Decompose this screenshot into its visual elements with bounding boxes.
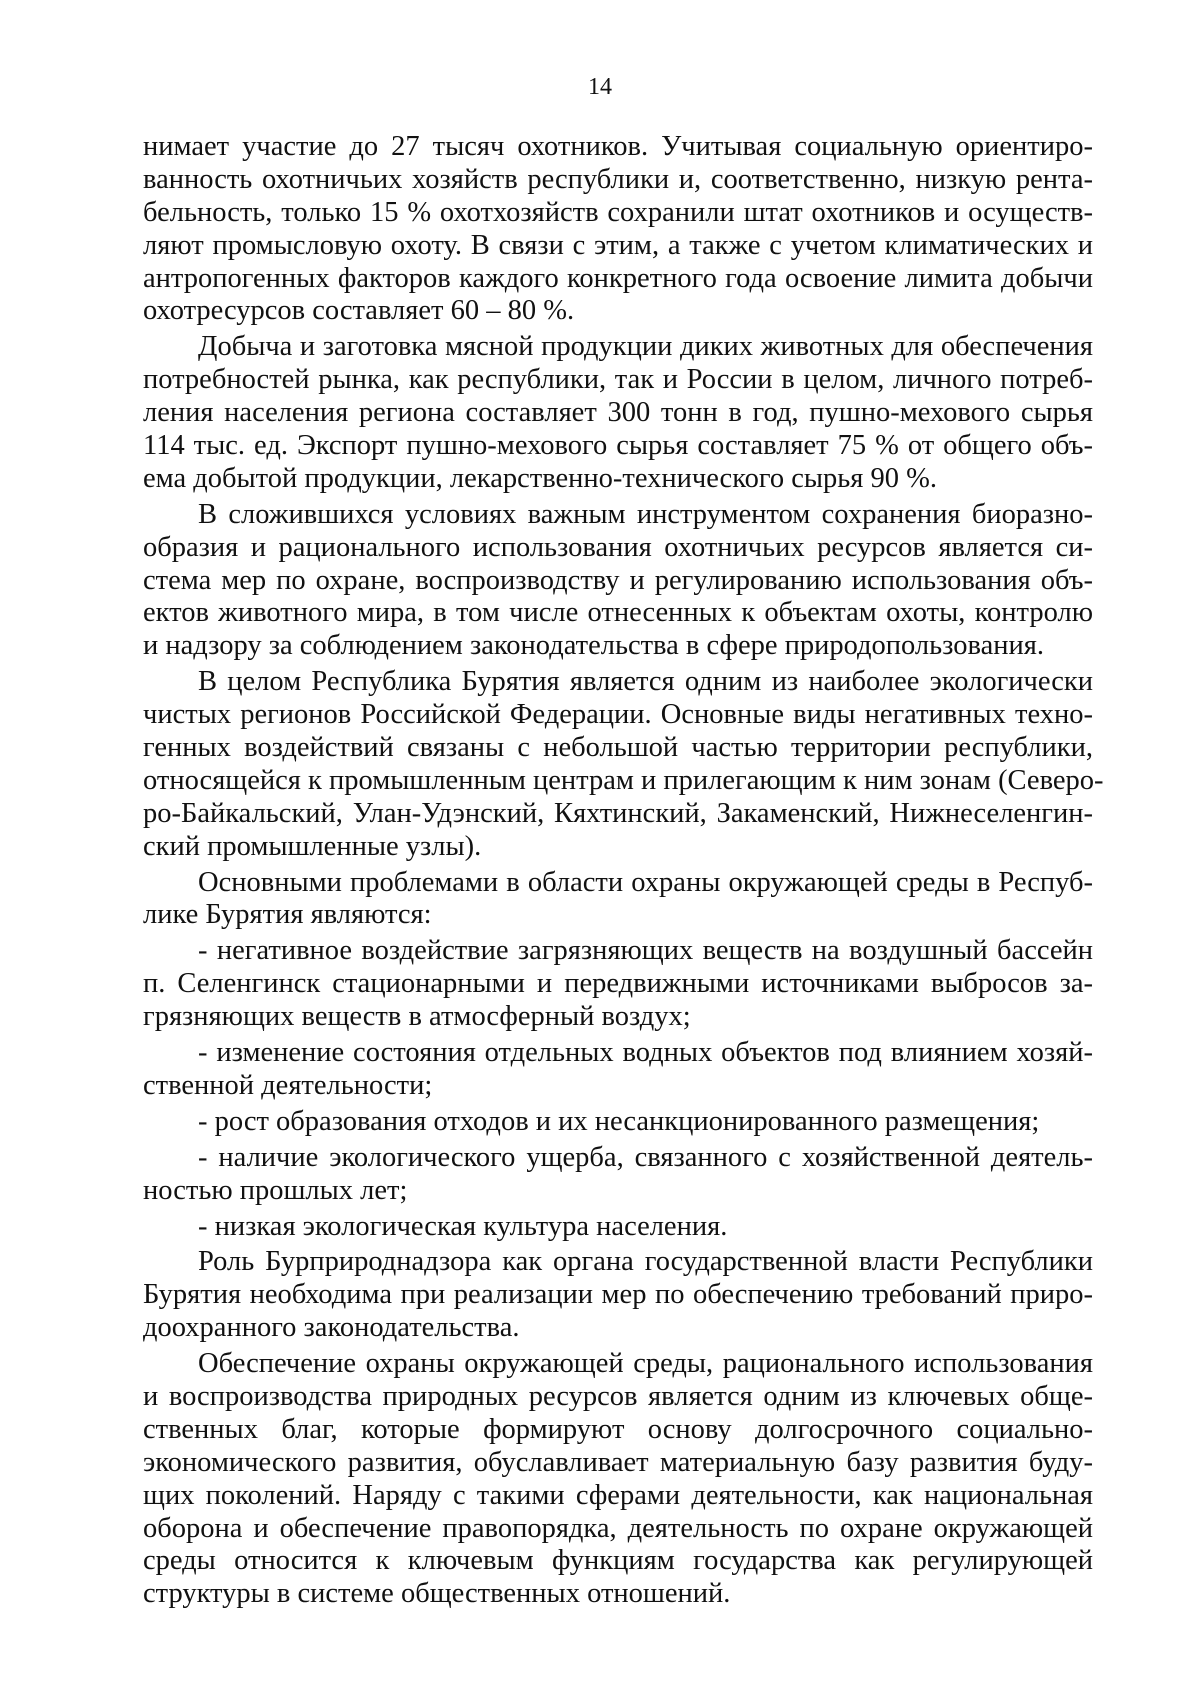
text-line: ема добытой продукции, лекарственно-технического сырья 90 %. (143, 462, 937, 494)
text-line: ванность охотничьих хозяйств республики и, соответственно, низкую рента- (143, 163, 1093, 195)
paragraph (143, 1211, 1093, 1244)
text-line: грязняющих веществ в атмосферный воздух; (143, 1001, 691, 1033)
paragraph (143, 499, 1093, 663)
text-line: ро-Байкальский, Улан-Удэнский, Кяхтинский, Закаменский, Нижнеселенгин- (143, 797, 1093, 829)
text-line: Основными проблемами в области охраны окружающей среды в Респуб- (198, 866, 1093, 898)
text-line: структуры в системе общественных отношений. (143, 1578, 731, 1610)
text-line: среды относится к ключевым функциям государства как регулирующей (143, 1545, 1093, 1577)
paragraph (143, 1037, 1093, 1103)
text-line: Обеспечение охраны окружающей среды, рационального использования (198, 1348, 1093, 1380)
text-line: охотресурсов составляет 60 – 80 %. (143, 295, 575, 327)
text-line: бельность, только 15 % охотхозяйств сохранили штат охотников и осуществ- (143, 196, 1093, 228)
text-line: потребностей рынка, как республики, так и России в целом, личного потреб- (143, 364, 1093, 396)
text-line: образия и рационального использования охотничьих ресурсов является си- (143, 531, 1093, 563)
document-body (143, 131, 1104, 1611)
text-line: В сложившихся условиях важным инструментом сохранения биоразно- (198, 498, 1093, 530)
text-line: доохранного законодательства. (143, 1312, 520, 1344)
text-line: относящейся к промышленным центрам и прилегающим к ним зонам (Северо- (143, 764, 1104, 796)
text-line: 114 тыс. ед. Экспорт пушно-мехового сырья составляет 75 % от общего объ- (143, 430, 1093, 462)
text-line: ностью прошлых лет; (143, 1174, 408, 1206)
text-line: оборона и обеспечение правопорядка, деятельность по охране окружающей (143, 1512, 1093, 1544)
text-line: Роль Бурприроднадзора как органа государственной власти Республики (198, 1246, 1093, 1278)
text-line: чистых регионов Российской Федерации. Основные виды негативных техно- (143, 699, 1093, 731)
text-line: генных воздействий связаны с небольшой частью территории республики, (143, 732, 1093, 764)
text-line: щих поколений. Наряду с такими сферами деятельности, как национальная (143, 1479, 1093, 1511)
text-line: ственных благ, которые формируют основу долгосрочного социально- (143, 1413, 1093, 1445)
text-line: - изменение состояния отдельных водных объектов под влиянием хозяй- (198, 1037, 1093, 1069)
text-line: - низкая экологическая культура населения. (198, 1210, 728, 1242)
text-line: антропогенных факторов каждого конкретного года освоение лимита добычи (143, 262, 1093, 294)
text-line: - наличие экологического ущерба, связанного с хозяйственной деятель- (198, 1141, 1093, 1173)
text-line: Добыча и заготовка мясной продукции диких животных для обеспечения (198, 331, 1093, 363)
text-line: ский промышленные узлы). (143, 830, 482, 862)
paragraph (143, 1348, 1093, 1611)
text-line: экономического развития, обуславливает материальную базу развития буду- (143, 1446, 1093, 1478)
text-line: п. Селенгинск стационарными и передвижными источниками выбросов за- (143, 968, 1093, 1000)
text-line: лике Бурятия являются: (143, 899, 432, 931)
paragraph (143, 666, 1104, 863)
text-line: - негативное воздействие загрязняющих веществ на воздушный бассейн (198, 935, 1093, 967)
text-line: ляют промысловую охоту. В связи с этим, а также с учетом климатических и (143, 229, 1093, 261)
text-line: В целом Республика Бурятия является одним из наиболее экологически (198, 666, 1093, 698)
paragraph (143, 935, 1093, 1034)
paragraph (143, 867, 1093, 933)
text-line: нимает участие до 27 тысяч охотников. Учитывая социальную ориентиро- (143, 131, 1093, 162)
text-line: стема мер по охране, воспроизводству и регулированию использования объ- (143, 564, 1093, 596)
text-line: - рост образования отходов и их несанкционированного размещения; (198, 1105, 1040, 1137)
paragraph (143, 1106, 1093, 1139)
text-line: ственной деятельности; (143, 1069, 433, 1101)
text-line: ектов животного мира, в том числе отнесенных к объектам охоты, контролю (143, 597, 1093, 629)
paragraph (143, 1246, 1093, 1345)
text-line: ления населения региона составляет 300 тонн в год, пушно-мехового сырья (143, 397, 1093, 429)
text-line: Бурятия необходима при реализации мер по обеспечению требований приро- (143, 1279, 1093, 1311)
paragraph (143, 131, 1093, 328)
paragraph (143, 331, 1093, 495)
text-line: и воспроизводства природных ресурсов является одним из ключевых обще- (143, 1380, 1093, 1412)
paragraph (143, 1142, 1093, 1208)
text-line: и надзору за соблюдением законодательства в сфере природопользования. (143, 630, 1044, 662)
page-number: 14 (588, 74, 612, 100)
